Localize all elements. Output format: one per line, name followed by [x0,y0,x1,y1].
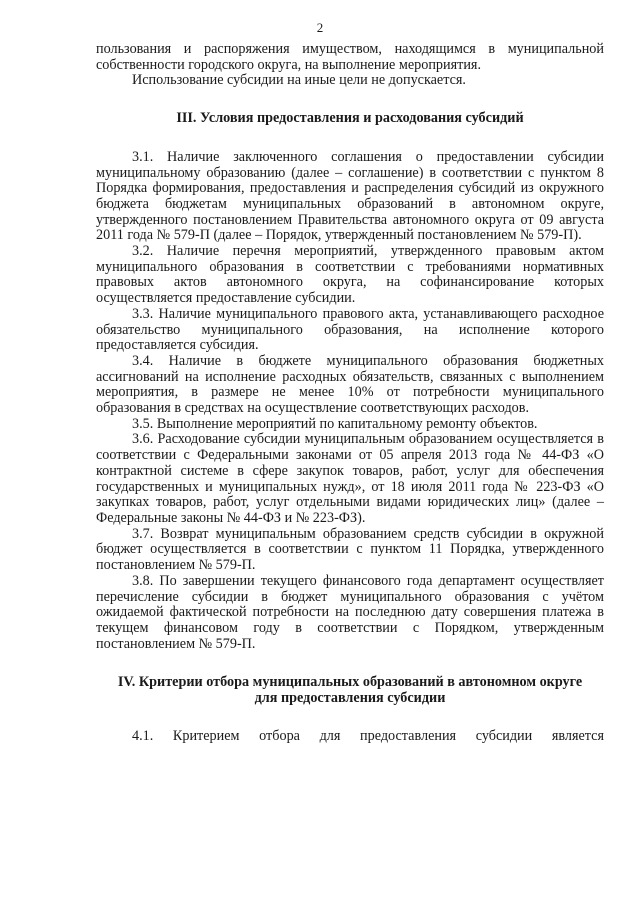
clause-3-7: 3.7. Возврат муниципальным образованием средств субсидии в окружной бюджет осуществляется в соответствии с пунктом 11 Порядка, утвержденного постановлением № 579-П. [96,525,604,574]
section-4-heading [96,675,604,706]
clause-3-3: 3.3. Наличие муниципального правового акта, устанавливающего расходное обязательство муниципального образования, на исполнение которого предоставляется субсидия. [96,305,604,354]
document-body [96,42,604,744]
clause-4-1: 4.1. Критерием отбора для предоставления субсидии является [132,727,604,744]
intro-paragraph: Использование субсидии на иные цели не допускается. [132,72,466,89]
clause-3-5: 3.5. Выполнение мероприятий по капитальному ремонту объектов. [132,415,538,432]
clause-3-8: 3.8. По завершении текущего финансового года департамент осуществляет перечисление субсидии в бюджет муниципального образования с учётом ожидаемой фактической потребности на последнюю дату совершения платежа в текущем финансовом году в соответствии с Порядком, утвержденным постановлением № 579-П. [96,572,604,652]
section-3-body [96,150,604,653]
clause-3-1: 3.1. Наличие заключенного соглашения о предоставлении субсидии муниципальному образованию (далее – соглашение) в соответствии с пунктом 8 Порядка формирования, предоставления и распределения субсидий из окружного бюджета бюджетам муниципальных образований в автономном округе, утвержденного постановлением Правительства автономного округа от 09 августа 2011 года № 579-П (далее – Порядок, утвержденный постановлением № 579-П). [96,148,604,244]
page-number: 2 [316,20,324,35]
clause-3-4: 3.4. Наличие в бюджете муниципального образования бюджетных ассигнований на исполнение расходных обязательств, связанных с выполнением мероприятия, в размере не менее 10% от потребности муниципального образования в средствах на осуществление соответствующих расходов. [96,352,604,417]
intro-paragraph: пользования и распоряжения имуществом, находящимся в муниципальной собственности городского округа, на выполнение мероприятия. [96,41,604,73]
section-3-heading: III. Условия предоставления и расходования субсидий [176,110,524,127]
section-4-heading-line-2: для предоставления субсидии [254,690,446,707]
clause-3-6: 3.6. Расходование субсидии муниципальным образованием осуществляется в соответствии с Федеральными законами от 05 апреля 2013 года № 44-ФЗ «О контрактной системе в сфере закупок товаров, работ, услуг для обеспечения государственных и муниципальных нужд», от 18 июля 2011 года № 223-ФЗ «О закупках товаров, работ, услуг отдельными видами юридических лиц» (далее – Федеральные законы № 44-ФЗ и № 223-ФЗ). [96,431,604,526]
clause-3-2: 3.2. Наличие перечня мероприятий, утвержденного правовым актом муниципального образования в соответствии с требованиями нормативных правовых актов автономного округа, на софинансирование которых осуществляется предоставление субсидии. [96,243,604,307]
section-4-heading-line-1: IV. Критерии отбора муниципальных образований в автономном округе [117,674,583,691]
